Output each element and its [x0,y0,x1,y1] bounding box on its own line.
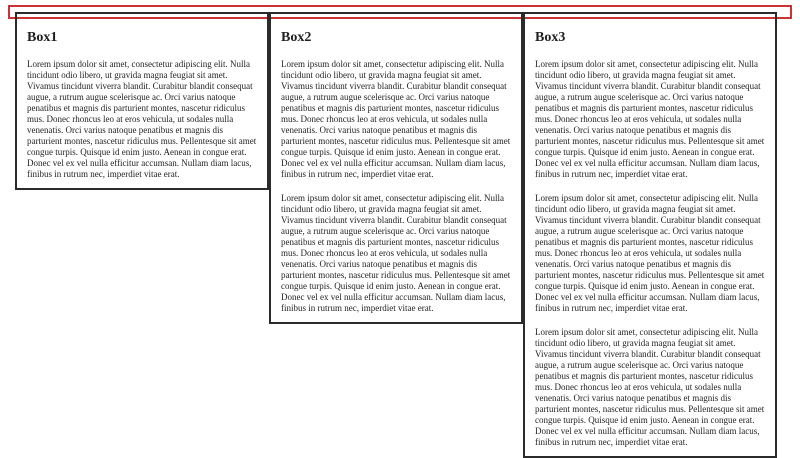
page [8,5,792,447]
box-3-paragraph-1: Lorem ipsum dolor sit amet, consectetur adipiscing elit. Nulla tincidunt odio libero, ut gravida magna feugiat sit amet. Vivamus tincidunt viverra blandit. Curabitur blandit consequat augue, a rutrum augue scelerisque ac. Orci varius natoque penatibus et magnis dis parturient montes, nascetur ridiculus mus. Donec rhoncus leo at eros vehicula, ut sodales nulla venenatis. Orci varius natoque penatibus et magnis dis parturient montes, nascetur ridiculus mus. Pellentesque sit amet congue turpis. Quisque id enim justo. Aenean in congue erat. Donec vel ex vel nulla efficitur accumsan. Nullam diam lacus, finibus in rutrum nec, imperdiet vitae erat. [535,59,765,179]
box-3 [523,12,777,458]
box-3-paragraph-2: Lorem ipsum dolor sit amet, consectetur adipiscing elit. Nulla tincidunt odio libero, ut gravida magna feugiat sit amet. Vivamus tincidunt viverra blandit. Curabitur blandit consequat augue, a rutrum augue scelerisque ac. Orci varius natoque penatibus et magnis dis parturient montes, nascetur ridiculus mus. Donec rhoncus leo at eros vehicula, ut sodales nulla venenatis. Orci varius natoque penatibus et magnis dis parturient montes, nascetur ridiculus mus. Pellentesque sit amet congue turpis. Quisque id enim justo. Aenean in congue erat. Donec vel ex vel nulla efficitur accumsan. Nullam diam lacus, finibus in rutrum nec, imperdiet vitae erat. [535,193,765,313]
box-3-paragraph-3: Lorem ipsum dolor sit amet, consectetur adipiscing elit. Nulla tincidunt odio libero, ut gravida magna feugiat sit amet. Vivamus tincidunt viverra blandit. Curabitur blandit consequat augue, a rutrum augue scelerisque ac. Orci varius natoque penatibus et magnis dis parturient montes, nascetur ridiculus mus. Donec rhoncus leo at eros vehicula, ut sodales nulla venenatis. Orci varius natoque penatibus et magnis dis parturient montes, nascetur ridiculus mus. Pellentesque sit amet congue turpis. Quisque id enim justo. Aenean in congue erat. Donec vel ex vel nulla efficitur accumsan. Nullam diam lacus, finibus in rutrum nec, imperdiet vitae erat. [535,327,765,447]
box-1 [15,12,269,190]
box-2 [269,12,523,324]
box-1-paragraph-1: Lorem ipsum dolor sit amet, consectetur adipiscing elit. Nulla tincidunt odio libero, ut gravida magna feugiat sit amet. Vivamus tincidunt viverra blandit. Curabitur blandit consequat augue, a rutrum augue scelerisque ac. Orci varius natoque penatibus et magnis dis parturient montes, nascetur ridiculus mus. Donec rhoncus leo at eros vehicula, ut sodales nulla venenatis. Orci varius natoque penatibus et magnis dis parturient montes, nascetur ridiculus mus. Pellentesque sit amet congue turpis. Quisque id enim justo. Aenean in congue erat. Donec vel ex vel nulla efficitur accumsan. Nullam diam lacus, finibus in rutrum nec, imperdiet vitae erat. [27,59,257,179]
box-2-paragraph-2: Lorem ipsum dolor sit amet, consectetur adipiscing elit. Nulla tincidunt odio libero, ut gravida magna feugiat sit amet. Vivamus tincidunt viverra blandit. Curabitur blandit consequat augue, a rutrum augue scelerisque ac. Orci varius natoque penatibus et magnis dis parturient montes, nascetur ridiculus mus. Donec rhoncus leo at eros vehicula, ut sodales nulla venenatis. Orci varius natoque penatibus et magnis dis parturient montes, nascetur ridiculus mus. Pellentesque sit amet congue turpis. Quisque id enim justo. Aenean in congue erat. Donec vel ex vel nulla efficitur accumsan. Nullam diam lacus, finibus in rutrum nec, imperdiet vitae erat. [281,193,511,313]
box-1-title: Box1 [27,30,58,45]
box-2-paragraph-1: Lorem ipsum dolor sit amet, consectetur adipiscing elit. Nulla tincidunt odio libero, ut gravida magna feugiat sit amet. Vivamus tincidunt viverra blandit. Curabitur blandit consequat augue, a rutrum augue scelerisque ac. Orci varius natoque penatibus et magnis dis parturient montes, nascetur ridiculus mus. Donec rhoncus leo at eros vehicula, ut sodales nulla venenatis. Orci varius natoque penatibus et magnis dis parturient montes, nascetur ridiculus mus. Pellentesque sit amet congue turpis. Quisque id enim justo. Aenean in congue erat. Donec vel ex vel nulla efficitur accumsan. Nullam diam lacus, finibus in rutrum nec, imperdiet vitae erat. [281,59,511,179]
box-3-title: Box3 [535,30,566,45]
collapsed-float-container [8,5,792,447]
box-2-title: Box2 [281,30,312,45]
